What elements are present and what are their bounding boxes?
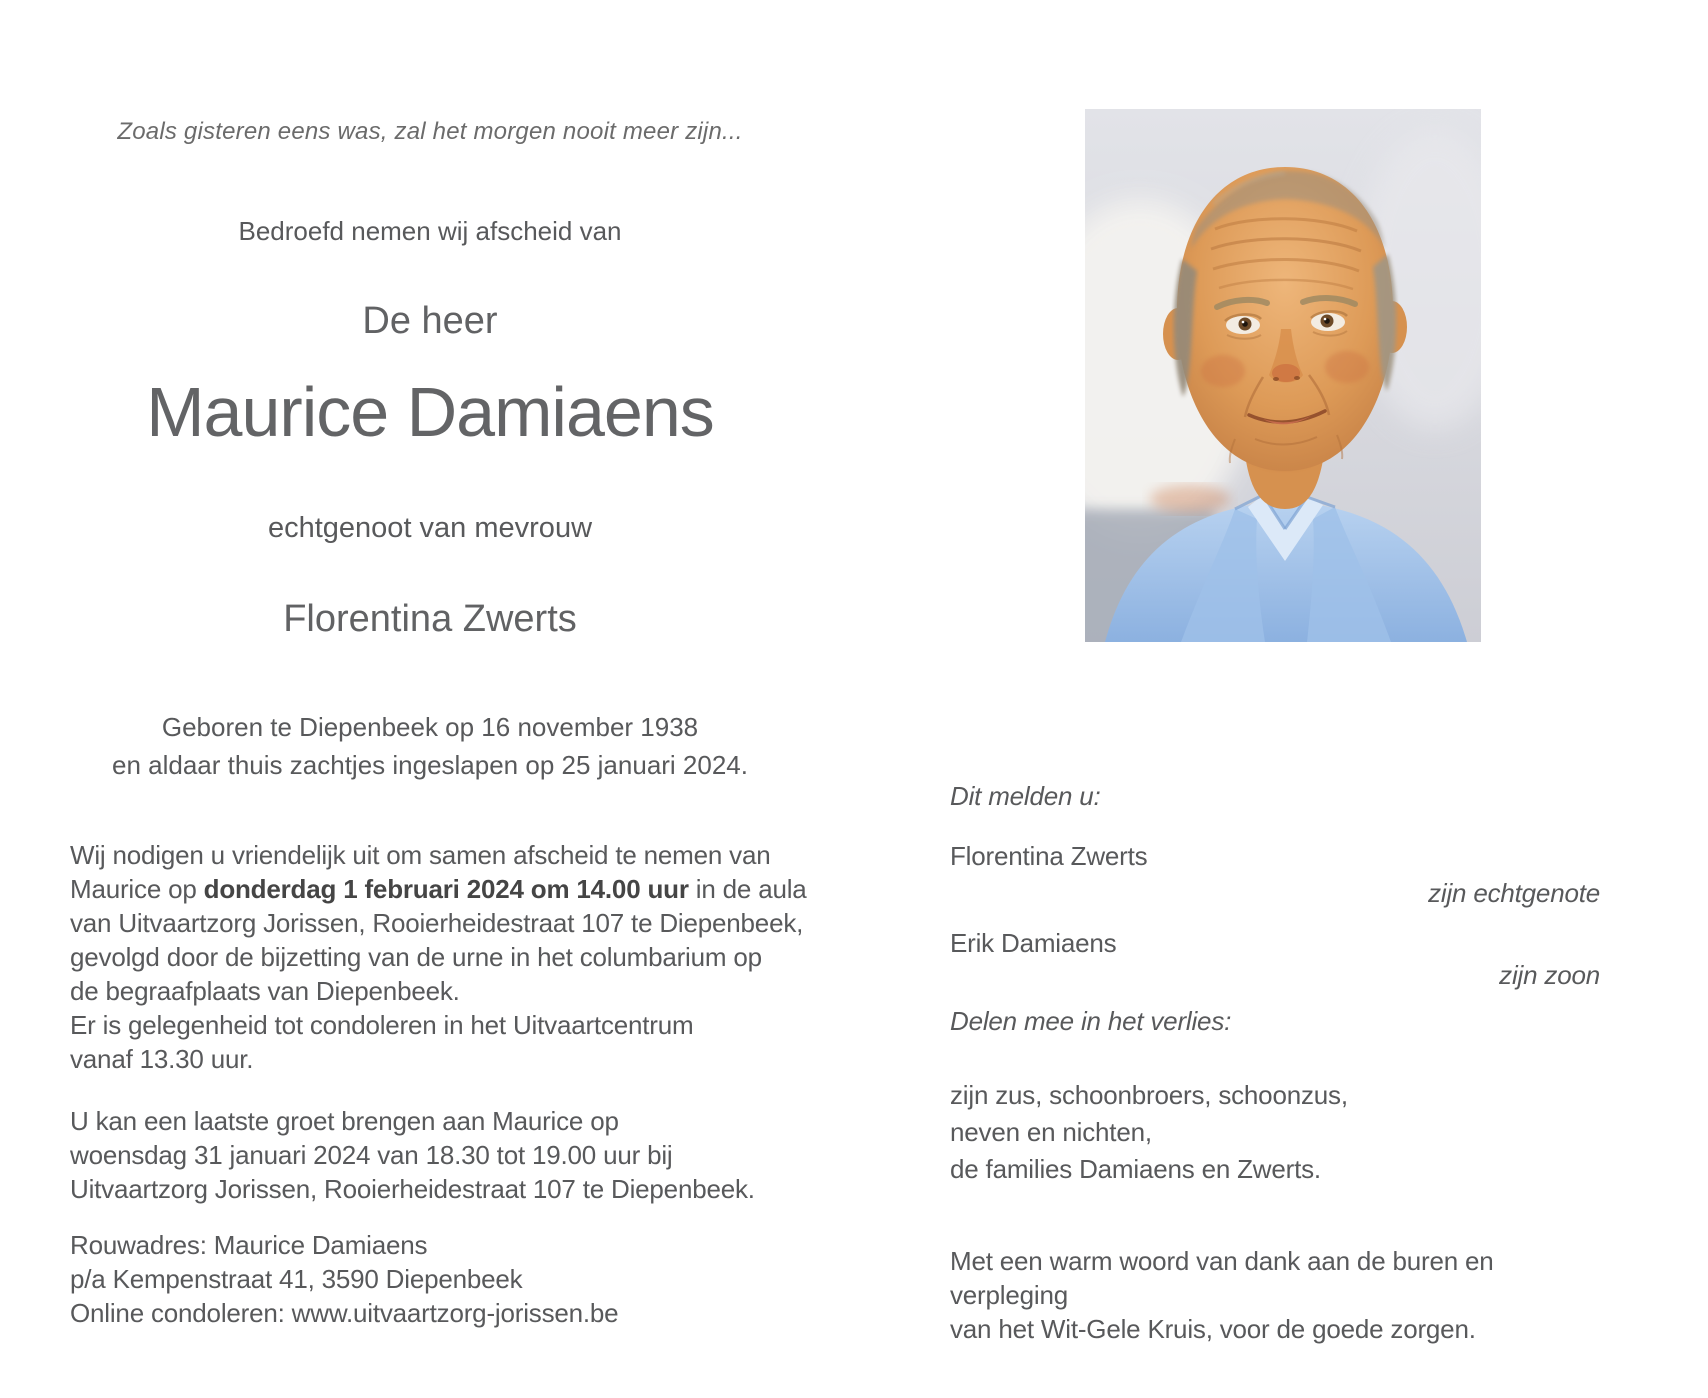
online-condolence-url: Online condoleren: www.uitvaartzorg-jorissen.be	[70, 1298, 619, 1328]
ceremony-line: gevolgd door de bijzetting van de urne in het columbarium op	[70, 942, 762, 972]
mourning-address-line: Rouwadres: Maurice Damiaens	[70, 1230, 428, 1260]
announcer-name: Florentina Zwerts	[950, 841, 1148, 871]
deceased-name: Maurice Damiaens	[146, 373, 714, 451]
condolence-time-line: vanaf 13.30 uur.	[70, 1044, 254, 1074]
ceremony-line-with-date: Maurice op donderdag 1 februari 2024 om 14.00 uur in de aula	[70, 874, 807, 904]
life-dates	[65, 708, 795, 784]
opening-quote: Zoals gisteren eens was, zal het morgen nooit meer zijn...	[117, 118, 743, 145]
condolence-line: Er is gelegenheid tot condoleren in het Uitvaartcentrum	[70, 1010, 694, 1040]
last-greeting-paragraph	[70, 1104, 830, 1206]
ceremony-line: Wij nodigen u vriendelijk uit om samen afscheid te nemen van	[70, 840, 771, 870]
salutation-title: De heer	[362, 300, 498, 342]
last-greeting-line: woensdag 31 januari 2024 van 18.30 tot 19.00 uur bij	[70, 1140, 673, 1170]
farewell-intro: Bedroefd nemen wij afscheid van	[238, 216, 622, 246]
announcer-relation: zijn echtgenote	[1428, 878, 1600, 908]
last-greeting-line: U kan een laatste groet brengen aan Maurice op	[70, 1106, 619, 1136]
death-line: en aldaar thuis zachtjes ingeslapen op 25 januari 2024.	[111, 750, 748, 780]
ceremony-line: de begraafplaats van Diepenbeek.	[70, 976, 460, 1006]
share-loss-header: Delen mee in het verlies:	[950, 1006, 1232, 1036]
announcer-relation: zijn zoon	[1499, 960, 1600, 990]
thanks-paragraph	[950, 1244, 1600, 1346]
thanks-line: van het Wit-Gele Kruis, voor de goede zorgen.	[950, 1314, 1476, 1344]
spouse-intro: echtgenoot van mevrouw	[267, 512, 593, 544]
share-loss-list	[950, 1077, 1600, 1188]
spouse-name: Florentina Zwerts	[283, 598, 577, 640]
deceased-portrait-photo	[1085, 109, 1481, 642]
mourning-address-line: p/a Kempenstraat 41, 3590 Diepenbeek	[70, 1264, 523, 1294]
announcement-header: Dit melden u:	[950, 781, 1101, 811]
announcer-name: Erik Damiaens	[950, 928, 1117, 958]
share-loss-line: neven en nichten,	[950, 1117, 1152, 1147]
ceremony-paragraph	[70, 838, 830, 1076]
last-greeting-line: Uitvaartzorg Jorissen, Rooierheidestraat 107 te Diepenbeek.	[70, 1174, 755, 1204]
ceremony-line: van Uitvaartzorg Jorissen, Rooierheidestraat 107 te Diepenbeek,	[70, 908, 804, 938]
mourning-address-paragraph	[70, 1228, 830, 1330]
ceremony-datetime: donderdag 1 februari 2024 om 14.00 uur	[203, 874, 689, 904]
share-loss-line: de families Damiaens en Zwerts.	[950, 1154, 1321, 1184]
birth-line: Geboren te Diepenbeek op 16 november 1938	[161, 712, 699, 742]
share-loss-line: zijn zus, schoonbroers, schoonzus,	[950, 1080, 1348, 1110]
thanks-line: Met een warm woord van dank aan de buren en verpleging	[950, 1246, 1494, 1310]
